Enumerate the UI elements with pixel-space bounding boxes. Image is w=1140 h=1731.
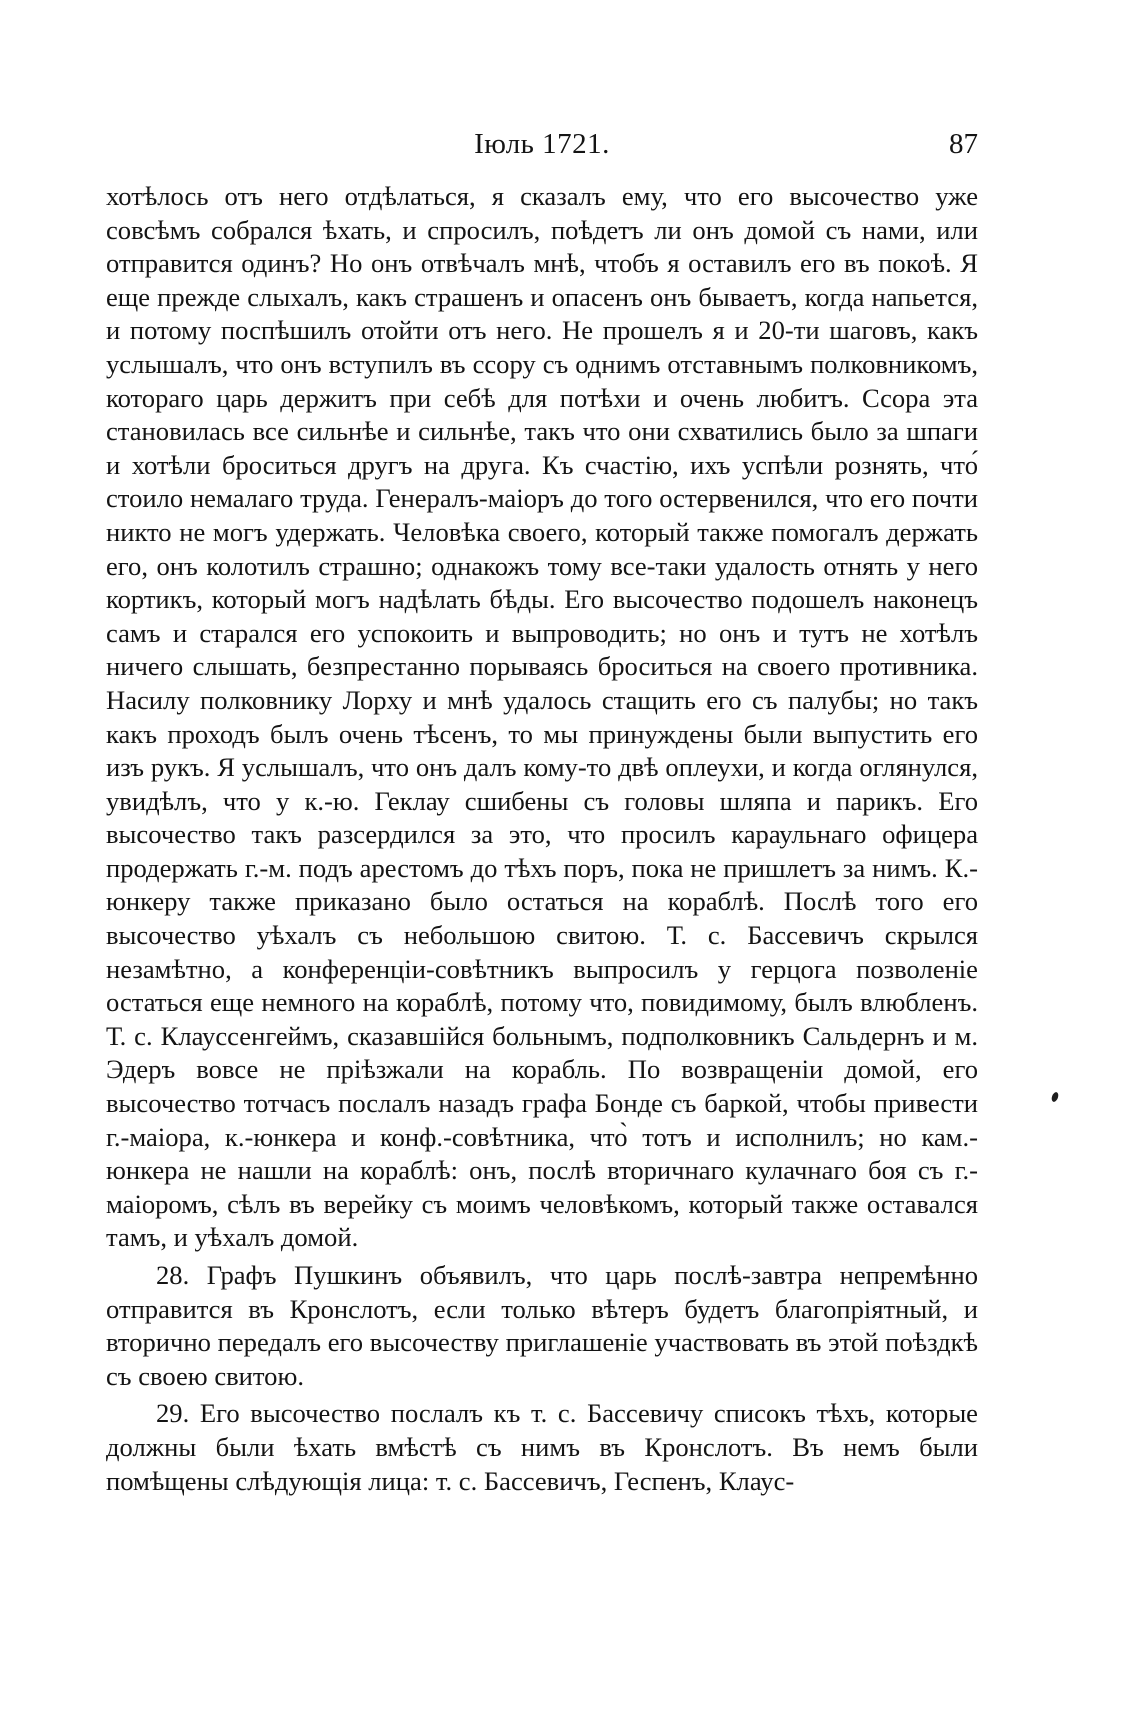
body-text <box>106 180 978 1498</box>
paragraph-entry-28: 28. Графъ Пушкинъ объявилъ, что царь послѣ-завтра непремѣнно отправится въ Кронслотъ, если только вѣтеръ будетъ благопріятный, и вторично передалъ его высочеству приглашеніе участвовать въ этой поѣздкѣ съ своею свитою. <box>106 1260 978 1391</box>
ink-speck-mark <box>1050 1091 1059 1102</box>
paragraph-continued: хотѣлось отъ него отдѣлаться, я сказалъ ему, что его высочество уже совсѣмъ собрался ѣхать, и спросилъ, поѣдетъ ли онъ домой съ нами, или отправится одинъ? Но онъ отвѣчалъ мнѣ, чтобъ я оставилъ его въ покоѣ. Я еще прежде слыхалъ, какъ страшенъ и опасенъ онъ бываетъ, когда напьется, и потому поспѣшилъ отойти отъ него. Не прошелъ я и 20-ти шаговъ, какъ услышалъ, что онъ вступилъ въ ссору съ однимъ отставнымъ полковникомъ, котораго царь держитъ при себѣ для потѣхи и очень любитъ. Ссора эта становилась все сильнѣе и сильнѣе, такъ что они схватились было за шпаги и хотѣли броситься другъ на друга. Къ счастію, ихъ успѣли рознять, что́ стоило немалаго труда. Генералъ-маіоръ до того остервенился, что его почти никто не могъ удержать. Человѣка своего, который также помогалъ держать его, онъ колотилъ страшно; однакожъ тому все-таки удалость отнять у него кортикъ, который могъ надѣлать бѣды. Его высочество подошелъ наконецъ самъ и старался его успокоить и выпроводить; но онъ и тутъ не хотѣлъ ничего слышать, безпрестанно порываясь броситься на своего противника. Насилу полковнику Лорху и мнѣ удалось стащить его съ палубы; но такъ какъ проходъ былъ очень тѣсенъ, то мы принуждены были выпустить его изъ рукъ. Я услышалъ, что онъ далъ кому-то двѣ оплеухи, и когда оглянулся, увидѣлъ, что у к.-ю. Геклау сшибены съ головы шляпа и парикъ. Его высочество такъ разсердился за это, что просилъ караульнаго офицера продержать г.-м. подъ арестомъ до тѣхъ поръ, пока не пришлетъ за нимъ. К.-юнкеру также приказано было остаться на кораблѣ. Послѣ того его высочество уѣхалъ съ небольшою свитою. Т. с. Бассевичъ скрылся незамѣтно, а конференціи-совѣтникъ выпросилъ у герцога позволеніе остаться еще немного на кораблѣ, потому что, повидимому, былъ влюбленъ. Т. с. Клауссенгеймъ, сказавшійся больнымъ, подполковникъ Сальдернъ и м. Эдеръ вовсе не пріѣзжали на корабль. По возвращеніи домой, его высочество тотчасъ послалъ назадъ графа Бонде съ баркой, чтобы привести г.-маіора, к.-юнкера и конф.-совѣтника, что̀ тотъ и исполнилъ; но кам.-юнкера не нашли на кораблѣ: онъ, послѣ вторичнаго кулачнаго боя съ г.-маіоромъ, сѣлъ въ верейку съ моимъ человѣкомъ, который также оставался тамъ, и уѣхалъ домой. <box>106 181 978 1253</box>
running-title: Іюль 1721. <box>474 128 610 160</box>
paragraph-entry-29: 29. Его высочество послалъ къ т. с. Бассевичу списокъ тѣхъ, которые должны были ѣхать вмѣстѣ съ нимъ въ Кронслотъ. Въ немъ были помѣщены слѣдующія лица: т. с. Бассевичъ, Геспенъ, Клаус- <box>106 1398 978 1496</box>
running-head <box>106 128 978 168</box>
page-number: 87 <box>949 128 978 160</box>
